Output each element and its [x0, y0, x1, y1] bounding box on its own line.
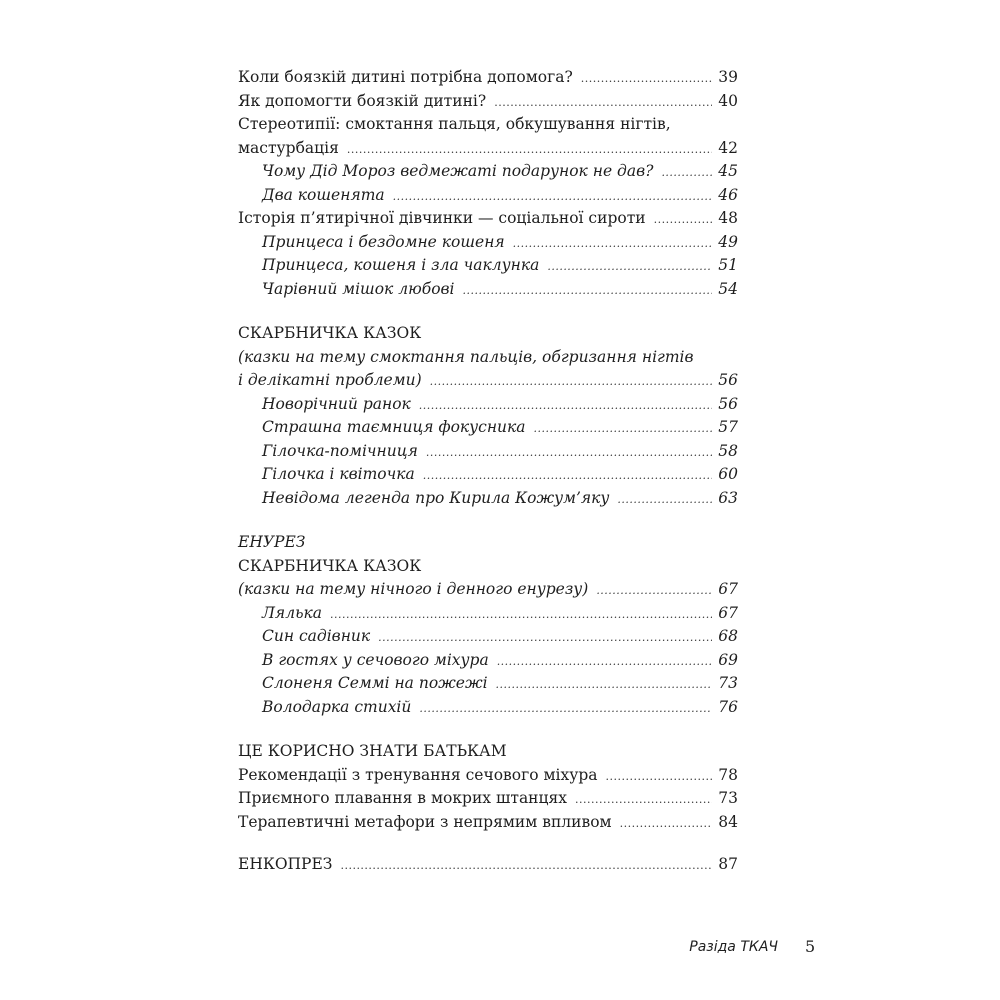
dot-leader — [606, 765, 713, 789]
toc-entry — [238, 764, 738, 788]
toc-entry-title: мастурбація — [238, 138, 339, 157]
toc-entry-page: 42 — [718, 138, 738, 157]
toc-subentry — [238, 696, 738, 720]
toc-entry-title: Чому Дід Мороз ведмежаті подарунок не дав? — [262, 162, 654, 180]
toc-entry-title: Терапевтичні метафори з непрямим впливом — [238, 812, 612, 831]
toc-entry-page: 45 — [718, 162, 738, 180]
toc-entry-page: 39 — [718, 68, 738, 86]
section-gap — [238, 719, 738, 740]
toc-entry-page: 67 — [718, 603, 738, 622]
page-number: 5 — [805, 937, 816, 956]
dot-leader — [419, 697, 712, 721]
toc-subentry — [238, 463, 738, 487]
section-gap — [238, 834, 738, 853]
dot-leader — [494, 91, 712, 115]
dot-leader — [463, 279, 713, 303]
dot-leader — [496, 673, 713, 697]
toc-subentry — [238, 184, 738, 208]
toc-subentry — [238, 602, 738, 626]
toc-entry-title: В гостях у сечового міхура — [262, 650, 489, 669]
section-heading: СКАРБНИЧКА КАЗОК — [238, 324, 422, 342]
toc-entry — [238, 207, 738, 231]
toc-subentry — [238, 393, 738, 417]
toc-entry — [238, 853, 738, 877]
dot-leader — [596, 579, 712, 603]
dot-leader — [575, 788, 712, 812]
toc-entry-title: Володарка стихій — [262, 697, 412, 716]
toc-subentry — [238, 649, 738, 673]
toc-entry-title: Коли боязкій дитині потрібна допомога? — [238, 68, 573, 86]
toc-entry — [238, 137, 738, 161]
dot-leader — [340, 854, 712, 878]
toc-entry-page: 69 — [718, 650, 738, 669]
section-heading: ЕНУРЕЗ — [238, 533, 306, 551]
dot-leader — [423, 464, 712, 488]
toc-entry — [238, 787, 738, 811]
toc-entry-page: 57 — [718, 418, 738, 436]
toc-entry-page: 58 — [718, 441, 738, 460]
dot-leader — [661, 161, 712, 185]
toc-entry-title: Принцеса і бездомне кошеня — [262, 232, 505, 251]
toc-entry-title: Принцеса, кошеня і зла чаклунка — [262, 256, 540, 274]
toc-entry-page: 73 — [718, 789, 738, 807]
toc-entry-title: Син садівник — [262, 627, 371, 645]
toc-entry-page: 87 — [718, 855, 738, 873]
toc-entry-page: 68 — [718, 627, 738, 645]
toc-entry-page: 48 — [718, 209, 738, 227]
toc-entry — [238, 811, 738, 835]
toc-entry-title: (казки на тему нічного і денного енурезу) — [238, 580, 589, 598]
toc-entry-page: 67 — [718, 580, 738, 598]
toc-entry — [238, 90, 738, 114]
toc-subentry — [238, 416, 738, 440]
toc-subentry — [238, 160, 738, 184]
toc-entry-title: Гілочка і квіточка — [262, 465, 415, 483]
dot-leader — [617, 488, 712, 512]
toc-entry-title: Чарівний мішок любові — [262, 279, 455, 298]
toc-entry-title: і делікатні проблеми) — [238, 371, 422, 389]
dot-leader — [497, 650, 713, 674]
toc-entry-title-line: Стереотипії: смоктання пальця, обкушування нігтів, — [238, 115, 671, 133]
toc-subentry — [238, 625, 738, 649]
toc-entry-title: Приємного плавання в мокрих штанцях — [238, 789, 567, 807]
toc-entry-page: 56 — [718, 371, 738, 389]
dot-leader — [347, 138, 712, 162]
table-of-contents — [238, 66, 738, 877]
dot-leader — [393, 185, 713, 209]
toc-entry — [238, 66, 738, 90]
toc-entry-title: Невідома легенда про Кирила Кожум’яку — [262, 488, 610, 507]
dot-leader — [620, 812, 713, 836]
toc-subentry — [238, 440, 738, 464]
toc-entry-page: 51 — [718, 256, 738, 274]
toc-entry-page: 73 — [718, 674, 738, 692]
dot-leader — [426, 441, 712, 465]
toc-entry-page: 76 — [718, 697, 738, 716]
toc-entry-title: Історія п’ятирічної дівчинки — соціальної сироти — [238, 209, 646, 227]
dot-leader — [330, 603, 712, 627]
toc-subentry — [238, 278, 738, 302]
toc-entry-page: 56 — [718, 394, 738, 413]
toc-entry-title: Гілочка-помічниця — [262, 441, 418, 460]
toc-subentry — [238, 254, 738, 278]
dot-leader — [654, 208, 713, 232]
toc-subentry — [238, 231, 738, 255]
section-gap — [238, 510, 738, 531]
toc-entry-page: 49 — [718, 232, 738, 251]
toc-entry-title: Новорічний ранок — [262, 394, 411, 413]
toc-entry-title: Лялька — [262, 603, 323, 622]
toc-subentry — [238, 487, 738, 511]
toc-entry — [238, 369, 738, 393]
dot-leader — [513, 232, 713, 256]
toc-entry-page: 60 — [718, 465, 738, 483]
toc-entry-title: Страшна таємниця фокусника — [262, 418, 526, 436]
toc-entry-page: 40 — [718, 91, 738, 110]
section-gap — [238, 301, 738, 322]
toc-entry-page: 46 — [718, 185, 738, 204]
toc-entry-title: Два кошенята — [262, 185, 385, 204]
section-heading: СКАРБНИЧКА КАЗОК — [238, 556, 422, 575]
toc-subentry — [238, 672, 738, 696]
toc-entry-title: Рекомендації з тренування сечового міхура — [238, 765, 598, 784]
toc-entry-title: Як допомогти боязкій дитині? — [238, 91, 487, 110]
dot-leader — [430, 370, 713, 394]
dot-leader — [534, 417, 713, 441]
toc-entry-page: 84 — [718, 812, 738, 831]
dot-leader — [419, 394, 712, 418]
toc-entry-page: 78 — [718, 765, 738, 784]
toc-entry-page: 63 — [718, 488, 738, 507]
section-subheading-line: (казки на тему смоктання пальців, обгризання нігтів — [238, 347, 694, 366]
dot-leader — [581, 67, 712, 91]
toc-entry-title: ЕНКОПРЕЗ — [238, 855, 333, 873]
dot-leader — [547, 255, 712, 279]
section-heading: ЦЕ КОРИСНО ЗНАТИ БАТЬКАМ — [238, 742, 507, 760]
toc-entry — [238, 578, 738, 602]
toc-entry-page: 54 — [718, 279, 738, 298]
toc-entry-title: Слоненя Семмі на пожежі — [262, 674, 488, 692]
dot-leader — [378, 626, 712, 650]
footer-author: Разіда ТКАЧ — [689, 939, 778, 955]
